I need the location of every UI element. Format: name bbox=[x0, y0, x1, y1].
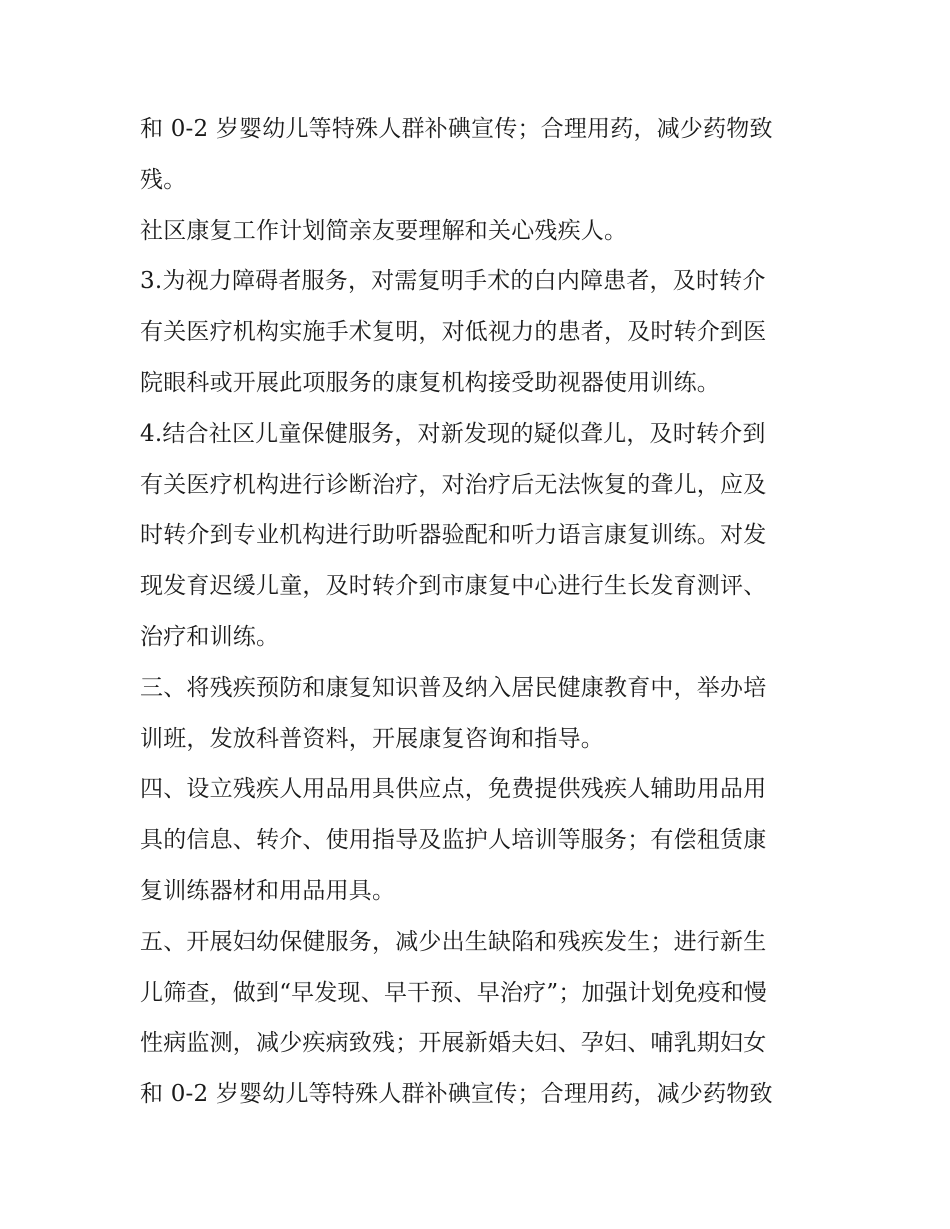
text-line: 四、设立残疾人用品用具供应点，免费提供残疾人辅助用品用 bbox=[140, 776, 767, 803]
text-line: 具的信息、转介、使用指导及监护人培训等服务；有偿租赁康 bbox=[140, 827, 767, 854]
text-line: 残。 bbox=[140, 166, 187, 193]
text-line: 训班，发放科普资料，开展康复咨询和指导。 bbox=[140, 725, 604, 752]
text-line: 性病监测，减少疾病致残；开展新婚夫妇、孕妇、哺乳期妇女 bbox=[140, 1030, 767, 1057]
text-line: 治疗和训练。 bbox=[140, 623, 280, 650]
text-line: 儿筛查，做到“早发现、早干预、早治疗”；加强计划免疫和慢 bbox=[140, 979, 768, 1006]
text-line: 和 0-2 岁婴幼儿等特殊人群补碘宣传；合理用药，减少药物致 bbox=[140, 116, 773, 142]
text-line: 有关医疗机构进行诊断治疗，对治疗后无法恢复的聋儿，应及 bbox=[140, 471, 767, 498]
text-line: 有关医疗机构实施手术复明，对低视力的患者，及时转介到医 bbox=[140, 319, 767, 346]
text-line: 现发育迟缓儿童，及时转介到市康复中心进行生长发育测评、 bbox=[140, 573, 767, 600]
text-line: 4.结合社区儿童保健服务，对新发现的疑似聋儿，及时转介到 bbox=[140, 420, 766, 447]
text-line: 3.为视力障碍者服务，对需复明手术的白内障患者，及时转介 bbox=[140, 268, 766, 295]
text-line: 时转介到专业机构进行助听器验配和听力语言康复训练。对发 bbox=[140, 522, 767, 549]
document-body bbox=[140, 104, 820, 1120]
text-line: 五、开展妇幼保健服务，减少出生缺陷和残疾发生；进行新生 bbox=[140, 928, 767, 955]
text-line: 三、将残疾预防和康复知识普及纳入居民健康教育中，举办培 bbox=[140, 674, 767, 701]
text-line: 社区康复工作计划简亲友要理解和关心残疾人。 bbox=[140, 217, 628, 244]
text-line: 院眼科或开展此项服务的康复机构接受助视器使用训练。 bbox=[140, 369, 720, 396]
text-line: 和 0-2 岁婴幼儿等特殊人群补碘宣传；合理用药，减少药物致 bbox=[140, 1081, 773, 1108]
text-line: 复训练器材和用品用具。 bbox=[140, 877, 396, 904]
